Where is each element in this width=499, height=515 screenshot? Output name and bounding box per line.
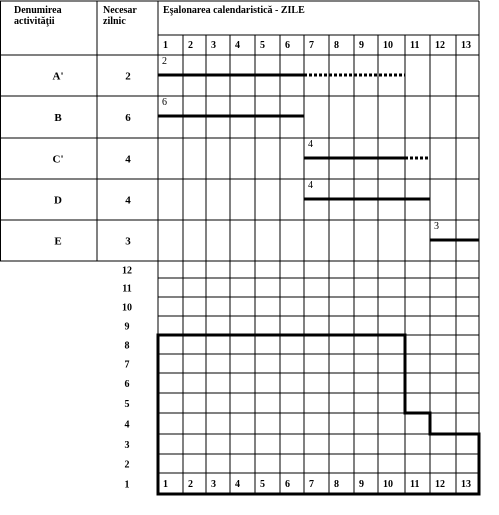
level-label: 8: [124, 340, 130, 352]
day-header-label: 3: [211, 40, 216, 51]
header-need-line1: Necesar: [103, 5, 137, 16]
level-label: 9: [124, 321, 130, 333]
day-header-label: 11: [410, 40, 420, 51]
day-axis-label: 8: [334, 479, 339, 490]
day-header-label: 2: [188, 40, 193, 51]
day-axis-label: 3: [211, 479, 216, 490]
day-header-label: 4: [235, 40, 240, 51]
activity-need: 3: [125, 235, 131, 248]
activity-name: A': [52, 70, 64, 83]
level-label: 2: [124, 459, 130, 471]
bar-label: 4: [308, 139, 313, 150]
level-label: 4: [124, 419, 130, 431]
level-label: 12: [122, 265, 132, 277]
bar-label: 4: [308, 180, 313, 191]
day-axis-label: 13: [461, 479, 471, 490]
day-header-label: 8: [334, 40, 339, 51]
day-axis-label: 6: [285, 479, 290, 490]
header-need: [103, 5, 137, 27]
day-axis-label: 1: [163, 479, 168, 490]
level-label: 3: [124, 440, 130, 451]
header-need-line2: zilnic: [103, 16, 126, 27]
header-activity-line1: Denumirea: [14, 5, 62, 16]
day-axis-label: 2: [188, 479, 193, 490]
day-axis-label: 10: [383, 479, 393, 490]
level-label: 6: [124, 379, 130, 390]
day-header-label: 6: [285, 40, 290, 51]
activity-name: D: [54, 194, 62, 207]
day-header-label: 7: [309, 40, 314, 51]
activity-need: 2: [125, 70, 131, 83]
activity-need: 4: [125, 153, 131, 166]
activity-need: 6: [125, 112, 131, 124]
day-axis-row: [163, 479, 471, 490]
header-activity: [14, 5, 62, 27]
level-label: 7: [124, 359, 130, 371]
activity-rows: [53, 71, 132, 248]
day-axis-label: 11: [410, 479, 420, 490]
level-label: 10: [122, 302, 132, 314]
header-schedule: Eşalonarea calendaristică - ZILE: [163, 5, 305, 16]
bar-label: 2: [162, 56, 167, 67]
activity-need: 4: [125, 194, 131, 207]
activity-name: B: [54, 112, 62, 124]
bar-label: 6: [162, 97, 167, 108]
day-header-label: 9: [359, 40, 364, 51]
day-header-label: 5: [260, 40, 265, 51]
level-label: 11: [122, 283, 132, 295]
day-axis-label: 4: [235, 479, 240, 490]
day-header-label: 10: [383, 40, 393, 51]
day-header-label: 12: [435, 40, 445, 51]
day-header-label: 1: [163, 40, 168, 51]
header-activity-line2: activităţii: [14, 16, 55, 27]
histogram-level-labels: [122, 266, 132, 491]
bar-label: 3: [434, 221, 439, 232]
day-axis-label: 12: [435, 479, 445, 490]
day-header-label: 13: [461, 40, 471, 51]
activity-name: E: [54, 235, 62, 248]
day-axis-label: 7: [309, 479, 314, 490]
day-axis-label: 5: [260, 479, 265, 490]
day-axis-label: 9: [359, 479, 364, 490]
day-header-row: [163, 40, 471, 51]
level-label: 1: [124, 479, 130, 491]
activity-name: C': [52, 153, 64, 166]
level-label: 5: [124, 399, 130, 410]
